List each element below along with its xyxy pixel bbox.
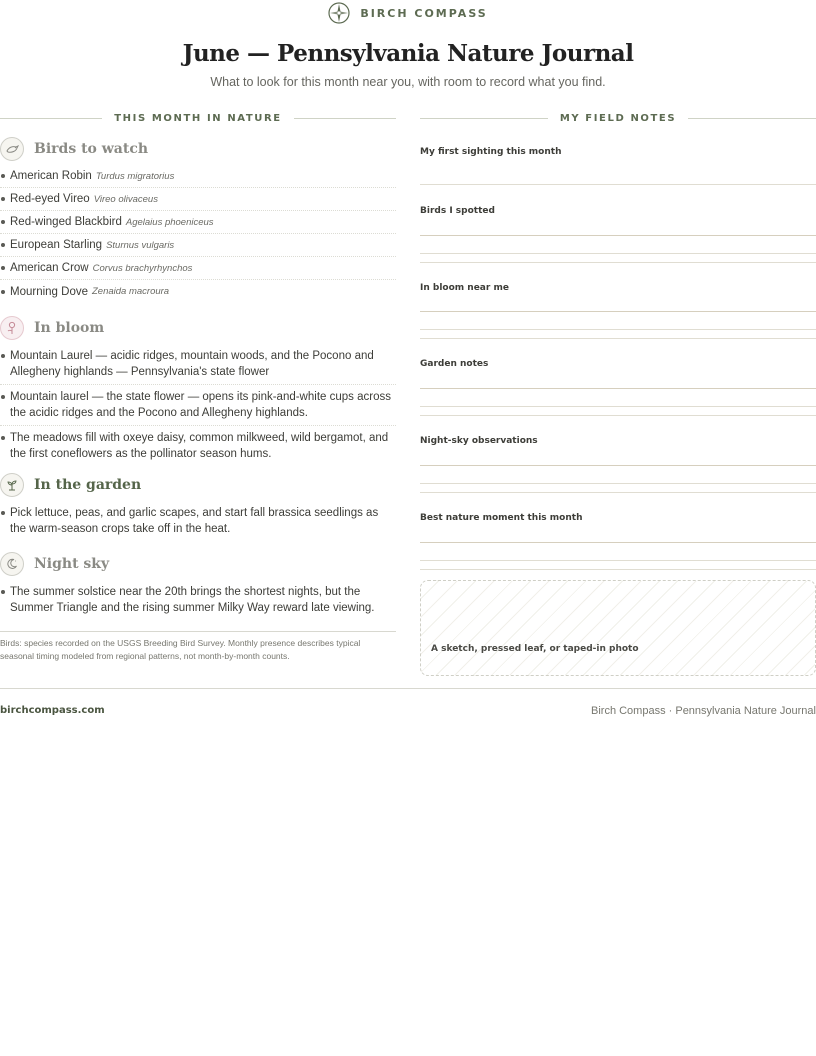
writing-line xyxy=(420,465,816,466)
sprout-icon xyxy=(0,473,24,497)
list-item xyxy=(0,501,396,541)
bird-scientific-name: Corvus brachyrhynchos xyxy=(92,262,193,274)
flower-icon xyxy=(0,316,24,340)
list-item xyxy=(0,385,396,426)
page-title: June — Pennsylvania Nature Journal xyxy=(182,40,634,67)
field-label: My first sighting this month xyxy=(420,147,562,157)
list-item xyxy=(0,234,396,257)
list-item xyxy=(0,580,396,620)
bird-common-name: European Starling xyxy=(10,239,103,251)
bird-common-name: Mourning Dove xyxy=(10,285,88,298)
list-item xyxy=(0,188,396,211)
bloom-section xyxy=(0,316,396,466)
bird-scientific-name: Vireo olivaceus xyxy=(93,193,158,205)
brand-name: BIRCH COMPASS xyxy=(360,6,488,20)
writing-line xyxy=(420,184,816,185)
birds-section-title: Birds to watch xyxy=(34,141,149,157)
list-item xyxy=(0,280,396,303)
writing-line xyxy=(420,483,816,484)
bird-scientific-name: Sturnus vulgaris xyxy=(106,239,175,251)
bird-common-name: American Robin xyxy=(10,170,92,182)
footer-divider xyxy=(0,688,816,689)
writing-line xyxy=(420,253,816,254)
bird-common-name: American Crow xyxy=(10,262,89,274)
writing-line xyxy=(420,388,816,389)
bird-icon xyxy=(0,137,24,161)
brand xyxy=(0,2,816,24)
field-in-bloom[interactable] xyxy=(420,275,816,341)
writing-line xyxy=(420,542,816,543)
notes-column-heading-text: MY FIELD NOTES xyxy=(559,112,677,124)
field-birds-spotted[interactable] xyxy=(420,198,816,264)
writing-line xyxy=(420,560,816,561)
field-label: In bloom near me xyxy=(420,283,509,293)
nature-column-heading xyxy=(0,111,396,125)
sketch-box[interactable] xyxy=(420,580,816,676)
list-item xyxy=(0,165,396,188)
garden-list xyxy=(0,501,396,541)
night-list xyxy=(0,580,396,620)
field-label: Night-sky observations xyxy=(420,436,538,446)
night-section xyxy=(0,552,396,620)
notes-column-heading xyxy=(420,111,816,125)
bloom-list xyxy=(0,344,396,466)
list-item xyxy=(0,211,396,234)
writing-line xyxy=(420,338,816,339)
bird-scientific-name: Agelaius phoeniceus xyxy=(125,216,214,228)
moon-icon xyxy=(0,552,24,576)
field-garden-notes[interactable] xyxy=(420,351,816,417)
bird-scientific-name: Zenaida macroura xyxy=(91,286,170,297)
garden-section-title: In the garden xyxy=(34,477,142,493)
field-first-sighting[interactable] xyxy=(420,139,816,185)
field-label: Garden notes xyxy=(420,359,489,369)
garden-section xyxy=(0,473,396,541)
writing-line xyxy=(420,415,816,416)
field-label: Best nature moment this month xyxy=(420,513,583,523)
bloom-section-header xyxy=(0,316,396,340)
field-label: Birds I spotted xyxy=(420,206,495,216)
garden-section-header xyxy=(0,473,396,497)
bloom-item-text: The meadows fill with oxeye daisy, common milkweed, wild bergamot, and the first coneflowers as the pollinator season hums. xyxy=(10,432,389,460)
footer-credit: Birch Compass · Pennsylvania Nature Journal xyxy=(591,705,816,717)
night-section-header xyxy=(0,552,396,576)
bird-scientific-name: Turdus migratorius xyxy=(95,170,175,182)
field-best-moment[interactable] xyxy=(420,505,816,571)
bloom-item-text: Mountain laurel — the state flower — opens its pink-and-white cups across the acidic ridges and the Pocono and Allegheny highlands. xyxy=(10,391,391,419)
list-item xyxy=(0,426,396,466)
sketch-box-label: A sketch, pressed leaf, or taped-in photo xyxy=(431,644,639,654)
bloom-item-text: Mountain Laurel — acidic ridges, mountain woods, and the Pocono and Allegheny highlands — Pennsylvania's state flower xyxy=(10,350,374,378)
night-item-text: The summer solstice near the 20th brings the shortest nights, but the Summer Triangle and the rising summer Milky Way reward late viewing. xyxy=(10,586,375,614)
night-section-title: Night sky xyxy=(34,556,110,572)
nature-column-heading-text: THIS MONTH IN NATURE xyxy=(114,112,282,124)
writing-line xyxy=(420,492,816,493)
writing-line xyxy=(420,311,816,312)
writing-line xyxy=(420,235,816,236)
writing-line xyxy=(420,262,816,263)
writing-line xyxy=(420,569,816,570)
field-night-sky[interactable] xyxy=(420,428,816,494)
compass-icon xyxy=(328,2,350,24)
writing-line xyxy=(420,406,816,407)
writing-line xyxy=(420,329,816,330)
birds-section-header xyxy=(0,137,396,161)
page-subtitle: What to look for this month near you, with room to record what you find. xyxy=(210,75,606,89)
bird-common-name: Red-winged Blackbird xyxy=(10,216,122,228)
footer-site-link[interactable]: birchcompass.com xyxy=(0,705,105,716)
bird-common-name: Red-eyed Vireo xyxy=(10,193,90,205)
bird-list xyxy=(0,165,396,303)
list-item xyxy=(0,344,396,385)
list-item xyxy=(0,257,396,280)
birds-section xyxy=(0,137,396,303)
source-footnote: Birds: species recorded on the USGS Breeding Bird Survey. Monthly presence describes typical seasonal timing modeled from regional patterns, not month-by-month counts. xyxy=(0,631,396,663)
bloom-section-title: In bloom xyxy=(34,320,105,336)
garden-item-text: Pick lettuce, peas, and garlic scapes, and start fall brassica seedlings as the warm-season crops take off in the heat. xyxy=(10,507,379,535)
